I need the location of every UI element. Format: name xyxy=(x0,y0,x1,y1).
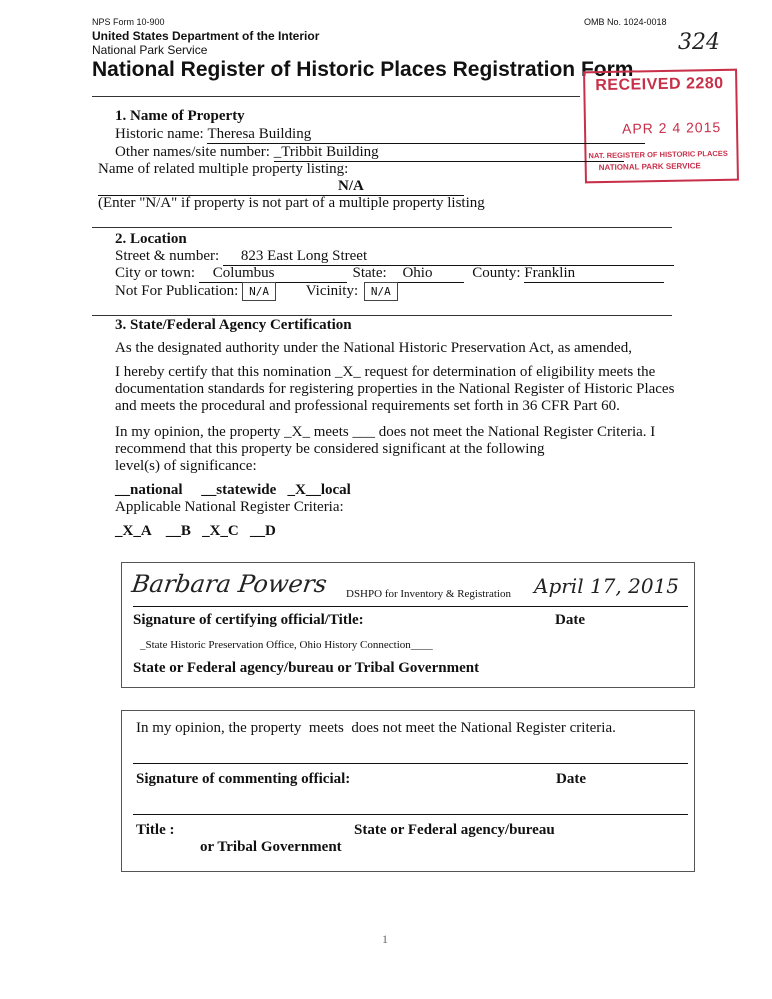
criteria-values: _X_A __B _X_C __D xyxy=(115,523,276,539)
vicinity-field[interactable]: N/A xyxy=(364,282,398,301)
other-names-value: _Tribbit Building xyxy=(274,144,384,162)
multiple-listing-row xyxy=(98,178,464,196)
multiple-listing-line xyxy=(98,178,338,196)
city-value xyxy=(199,265,347,283)
street-row xyxy=(115,248,674,266)
service-name: National Park Service xyxy=(92,43,208,57)
state-label: State: xyxy=(352,265,391,281)
divider xyxy=(92,227,672,228)
comment-opinion: In my opinion, the property meets does not meet the National Register criteria. xyxy=(136,720,616,736)
divider xyxy=(92,96,580,97)
comment-signature-label: Signature of commenting official: xyxy=(136,771,351,787)
certify-line-1: I hereby certify that this nomination _X_ request for determination of eligibility meets the xyxy=(115,364,656,380)
state-value xyxy=(390,265,464,283)
opinion-line-3: level(s) of significance: xyxy=(115,458,257,474)
other-names-row xyxy=(115,144,624,162)
stamp-line1: NAT. REGISTER OF HISTORIC PLACES xyxy=(588,148,728,161)
certify-line-2: documentation standards for registering properties in the National Register of Historic Places xyxy=(115,381,675,397)
historic-name-row xyxy=(115,126,645,144)
comment-title-label: Title : xyxy=(136,822,175,838)
not-for-publication-field[interactable]: N/A xyxy=(242,282,276,301)
certifying-signature-label: Signature of certifying official/Title: xyxy=(133,612,364,628)
historic-name-label: Historic name: xyxy=(115,126,208,142)
section3-heading: 3. State/Federal Agency Certification xyxy=(115,317,352,333)
stamp-line2: NATIONAL PARK SERVICE xyxy=(598,161,701,173)
city-label: City or town: xyxy=(115,265,199,281)
multiple-listing-line-2 xyxy=(364,178,464,196)
street-value-text: 823 East Long Street xyxy=(240,248,368,264)
significance-levels: __national __statewide _X__local xyxy=(115,482,351,498)
agency-label: State or Federal agency/bureau or Tribal Government xyxy=(133,660,480,676)
comment-title-line xyxy=(133,814,688,815)
comment-agency-label: State or Federal agency/bureau xyxy=(354,822,555,838)
street-label: Street & number: xyxy=(115,248,223,264)
state-value-text: Ohio xyxy=(402,265,433,281)
comment-signature-line xyxy=(133,763,688,764)
certify-line-3: and meets the procedural and professional requirements set forth in 36 CFR Part 60. xyxy=(115,398,620,414)
agency-value: _State Historic Preservation Office, Ohio History Connection____ xyxy=(140,639,433,651)
authority-text: As the designated authority under the National Historic Preservation Act, as amended, xyxy=(115,340,632,356)
historic-name-value: Theresa Building xyxy=(207,126,325,144)
certifying-date: April 17, 2015 xyxy=(534,574,680,598)
page-number: 1 xyxy=(382,932,388,946)
omb-number: OMB No. 1024-0018 xyxy=(584,17,667,27)
handwritten-number: 324 xyxy=(678,30,720,55)
form-number: NPS Form 10-900 xyxy=(92,17,165,27)
signature-line xyxy=(133,606,688,607)
other-names-line xyxy=(384,144,624,162)
publication-row xyxy=(115,282,398,301)
stamp-date: APR 2 4 2015 xyxy=(621,118,722,137)
criteria-label: Applicable National Register Criteria: xyxy=(115,499,344,515)
certifying-title: DSHPO for Inventory & Registration xyxy=(346,588,511,600)
multiple-listing-value: N/A xyxy=(338,178,364,194)
certifying-signature: Barbara Powers xyxy=(130,570,329,598)
comment-tribal-label: or Tribal Government xyxy=(200,839,342,855)
section1-heading: 1. Name of Property xyxy=(115,108,245,124)
section2-heading: 2. Location xyxy=(115,231,187,247)
certifying-date-label: Date xyxy=(555,612,585,628)
multiple-listing-label: Name of related multiple property listing: xyxy=(98,161,349,177)
other-names-label: Other names/site number: xyxy=(115,144,274,160)
form-title: National Register of Historic Places Registration Form xyxy=(92,58,634,81)
stamp-received: RECEIVED 2280 xyxy=(595,74,724,95)
comment-date-label: Date xyxy=(556,771,586,787)
department-name: United States Department of the Interior xyxy=(92,29,320,43)
vicinity-label: Vicinity: xyxy=(305,282,359,299)
historic-name-line xyxy=(325,126,645,144)
county-label: County: xyxy=(472,265,525,281)
county-value-text: Franklin xyxy=(524,265,576,281)
opinion-line-2: recommend that this property be considered significant at the following xyxy=(115,441,545,457)
city-value-text: Columbus xyxy=(212,265,275,281)
opinion-line-1: In my opinion, the property _X_ meets ___ does not meet the National Register Criteria. I xyxy=(115,424,656,440)
county-value xyxy=(524,265,664,283)
street-value xyxy=(223,248,674,266)
not-for-publication-label: Not For Publication: xyxy=(115,282,239,299)
multiple-listing-note: (Enter "N/A" if property is not part of a multiple property listing xyxy=(98,195,485,211)
divider xyxy=(92,315,672,316)
city-row xyxy=(115,265,664,283)
